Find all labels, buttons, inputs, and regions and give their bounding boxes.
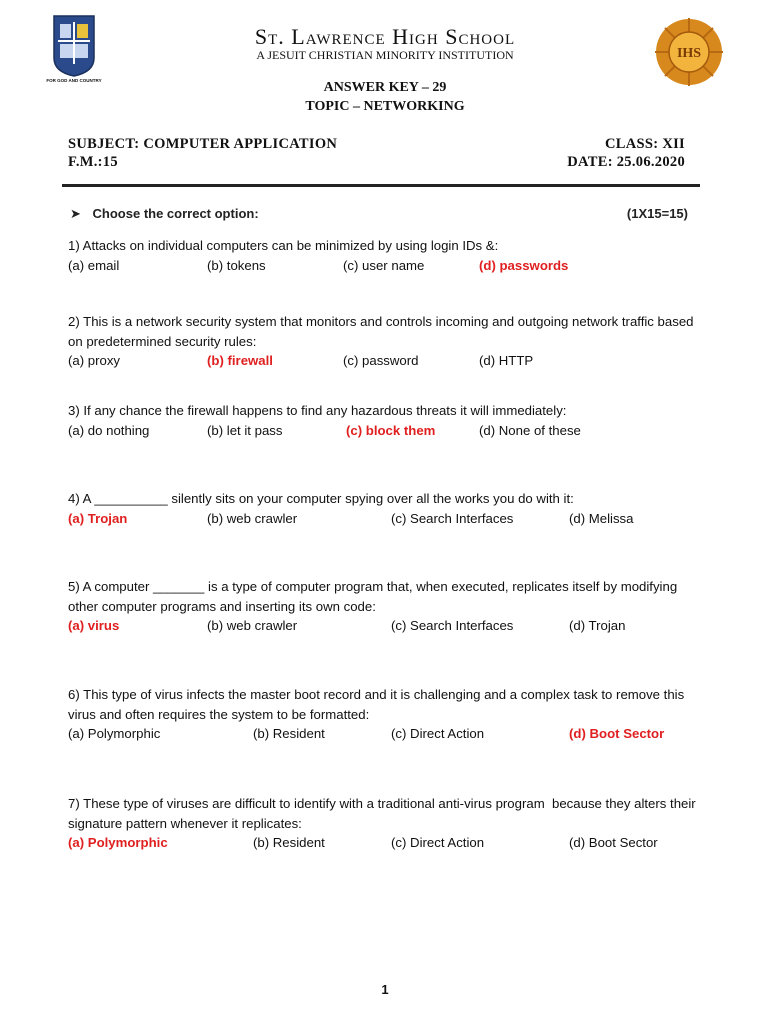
logo-motto: FOR GOD AND COUNTRY: [46, 78, 102, 83]
answer-option: (d) Melissa: [569, 510, 634, 526]
question-2: [68, 312, 708, 371]
correct-answer-option: (d) Boot Sector: [569, 726, 665, 741]
school-name: St. Lawrence High School: [254, 24, 516, 49]
marks-label: (1X15=15): [626, 206, 688, 221]
answer-option: (a) proxy: [68, 353, 121, 368]
option-row: [68, 256, 708, 276]
question-1: [68, 236, 708, 276]
correct-answer-option: (a) Trojan: [68, 510, 128, 526]
answer-option: (c) user name: [343, 257, 425, 273]
option-row: [68, 616, 708, 636]
correct-answer-option: (b) firewall: [207, 353, 273, 368]
question-stem: 1) Attacks on individual computers can be minimized by using login IDs &:: [68, 238, 499, 253]
arrow-bullet-icon: ➤: [70, 206, 81, 221]
header-divider: [62, 184, 700, 187]
question-3: [68, 401, 708, 441]
correct-answer-option: (d) passwords: [479, 257, 569, 273]
school-subtitle: A JESUIT CHRISTIAN MINORITY INSTITUTION: [256, 48, 514, 62]
option-row: [68, 421, 708, 441]
answer-option: (d) Boot Sector: [569, 835, 658, 850]
answer-option: (d) HTTP: [479, 353, 534, 368]
question-stem: 4) A __________ silently sits on your computer spying over all the works you do with it:: [68, 491, 574, 506]
question-5: [68, 577, 708, 636]
answer-option: (d) Trojan: [569, 618, 626, 633]
answer-option: (a) do nothing: [68, 422, 150, 438]
correct-answer-option: (a) Polymorphic: [68, 835, 168, 850]
subject-label: SUBJECT: COMPUTER APPLICATION: [68, 136, 338, 152]
instruction-text: Choose the correct option:: [92, 206, 259, 221]
answer-option: (b) Resident: [253, 726, 325, 741]
answer-option: (a) Polymorphic: [68, 726, 161, 741]
correct-answer-option: (a) virus: [68, 618, 120, 633]
answer-option: (b) web crawler: [207, 510, 298, 526]
question-stem: 2) This is a network security system that monitors and controls incoming and outgoing network traffic based on predetermined security rules:: [68, 314, 698, 349]
page-number: 1: [381, 982, 389, 997]
question-4: [68, 489, 708, 529]
date-label: DATE: 25.06.2020: [567, 154, 685, 170]
answer-option: (c) Search Interfaces: [391, 510, 514, 526]
answer-option: (b) Resident: [253, 835, 325, 850]
question-7: [68, 794, 708, 853]
answer-option: (b) let it pass: [207, 422, 283, 438]
answer-option: (b) web crawler: [207, 618, 298, 633]
option-row: [68, 351, 708, 371]
question-stem: 3) If any chance the firewall happens to find any hazardous threats it will immediately:: [68, 403, 567, 418]
answer-option: (a) email: [68, 257, 120, 273]
option-row: [68, 509, 708, 529]
answer-option: (b) tokens: [207, 257, 266, 273]
topic-title: TOPIC – NETWORKING: [305, 99, 465, 114]
instruction: [70, 206, 259, 222]
full-marks-label: F.M.:15: [68, 154, 118, 170]
question-6: [68, 685, 708, 744]
answer-option: (c) Direct Action: [391, 835, 485, 850]
class-label: CLASS: XII: [605, 136, 685, 152]
option-row: [68, 724, 708, 744]
answer-option: (c) Search Interfaces: [391, 618, 514, 633]
answer-option: (d) None of these: [479, 422, 581, 438]
question-stem: 6) This type of virus infects the master boot record and it is challenging and a complex task to remove this virus and often requires the system to be formatted:: [68, 687, 688, 722]
option-row: [68, 833, 708, 853]
answer-key-title: ANSWER KEY – 29: [323, 80, 447, 95]
correct-answer-option: (c) block them: [346, 422, 436, 438]
answer-option: (c) Direct Action: [391, 726, 485, 741]
question-stem: 5) A computer _______ is a type of computer program that, when executed, replicates itself by modifying other computer programs and inserting its own code:: [68, 579, 681, 614]
answer-option: (c) password: [343, 353, 419, 368]
question-stem: 7) These type of viruses are difficult to identify with a traditional anti-virus program because they alters their signature pattern whenever it replicates:: [68, 796, 700, 831]
ihs-monogram: IHS: [676, 46, 702, 61]
